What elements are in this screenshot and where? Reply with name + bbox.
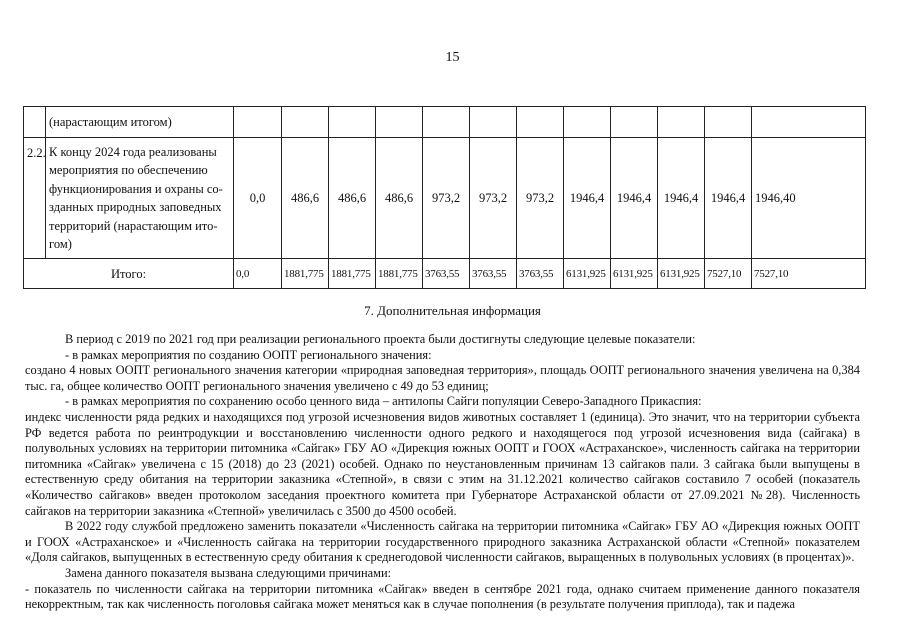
value-cell: 1946,4 [611,138,658,259]
value-cell: 1946,4 [564,138,611,259]
value-cell: 1946,40 [752,138,866,259]
total-value-cell: 1881,775 [376,259,423,289]
value-cell: 973,2 [517,138,564,259]
total-value-cell: 3763,55 [423,259,470,289]
value-cell: 973,2 [470,138,517,259]
value-cell: 486,6 [329,138,376,259]
paragraph: - в рамках мероприятия по созданию ООПТ регионального значения: [65,347,432,362]
paragraph: Замена данного показателя вызвана следующими причинами: [65,565,392,580]
total-value-cell: 6131,925 [658,259,705,289]
description-cell: К концу 2024 года реализованы мероприятия по обеспечению функционирования и охраны со-зданных природных заповедных территорий (нарастающим ито-гом) [46,138,234,259]
value-cell: 486,6 [282,138,329,259]
paragraph: - в рамках мероприятия по сохранению особо ценного вида – антилопы Сайги популяции Северо-Западного Прикаспия: [65,394,702,409]
paragraph: индекс численности ряда редких и находящихся под угрозой исчезновения видов животных составляет 1 (единица). Это значит, что на территории субъекта РФ ведется работа по реинтродукции и восстановлению численности одного редкого и находящегося под угрозой исчезновения вида (сайгака) в полувольных условиях на территории питомника «Сайгак» ГБУ АО «Дирекция южных ООПТ и ГООХ «Астраханское», численность сайгака на территории питомника «Сайгак» увеличена с 15 (2018) до 23 (2021) особей. Однако по неустановленным причинам 13 сайгаков пали. 3 сайгака были выпущены в естественную среду обитания на территории заказника «Степной», в связи с этим на 31.12.2021 количество сайгаков составило 7 особей (показатель «Количество сайгаков» введен протоколом заседания проектного комитета при Губернаторе Астраханской области от 27.09.2021 №28). Численность сайгаков на территории заказника «Степной» увеличилась с 3500 до 4500 особей. [25,409,860,518]
table-row [24,107,866,138]
body-text [25,332,860,613]
row-number-cell: 2.2. [24,138,46,259]
row-number-cell [24,107,46,138]
total-value-cell: 0,0 [234,259,282,289]
table-row [24,138,866,259]
paragraph: создано 4 новых ООПТ регионального значения категории «природная заповедная территория», площадь ООПТ регионального значения увеличена на 0,384 тыс. га, общее количество ООПТ регионального значения увеличено с 49 до 53 единиц; [25,363,860,393]
total-value-cell: 1881,775 [282,259,329,289]
total-value-cell: 6131,925 [564,259,611,289]
total-row [24,259,866,289]
value-cell: 486,6 [376,138,423,259]
section-title: 7. Дополнительная информация [364,303,541,318]
indicator-table [23,106,866,289]
value-cell: 0,0 [234,138,282,259]
total-label: Итого: [24,259,234,289]
value-cell: 1946,4 [705,138,752,259]
total-value-cell: 6131,925 [611,259,658,289]
page-number: 15 [445,50,460,65]
total-value-cell: 7527,10 [752,259,866,289]
total-value-cell: 3763,55 [470,259,517,289]
total-value-cell: 1881,775 [329,259,376,289]
total-value-cell: 3763,55 [517,259,564,289]
description-cell: (нарастающим итогом) [46,107,234,138]
value-cell: 1946,4 [658,138,705,259]
value-cell: 973,2 [423,138,470,259]
paragraph: - показатель по численности сайгака на территории питомника «Сайгак» введен в сентябре 2021 года, однако считаем применение данного показателя некорректным, так как численность поголовья сайгака может меняться как в случае пополнения (в результате получения приплода), так и падежа [25,581,860,612]
paragraph: В 2022 году службой предложено заменить показатели «Численность сайгака на территории питомника «Сайгак» ГБУ АО «Дирекция южных ООПТ и ГООХ «Астраханское» и «Численность сайгака на территории государственного природного заказника Астраханской области «Степной» показателем «Доля сайгаков, выпущенных в естественную среду обитания к среднегодовой численности сайгаков, выращенных в полувольных условиях (в процентах)». [25,519,860,565]
paragraph: В период с 2019 по 2021 год при реализации регионального проекта были достигнуты следующие целевые показатели: [65,332,696,346]
total-value-cell: 7527,10 [705,259,752,289]
